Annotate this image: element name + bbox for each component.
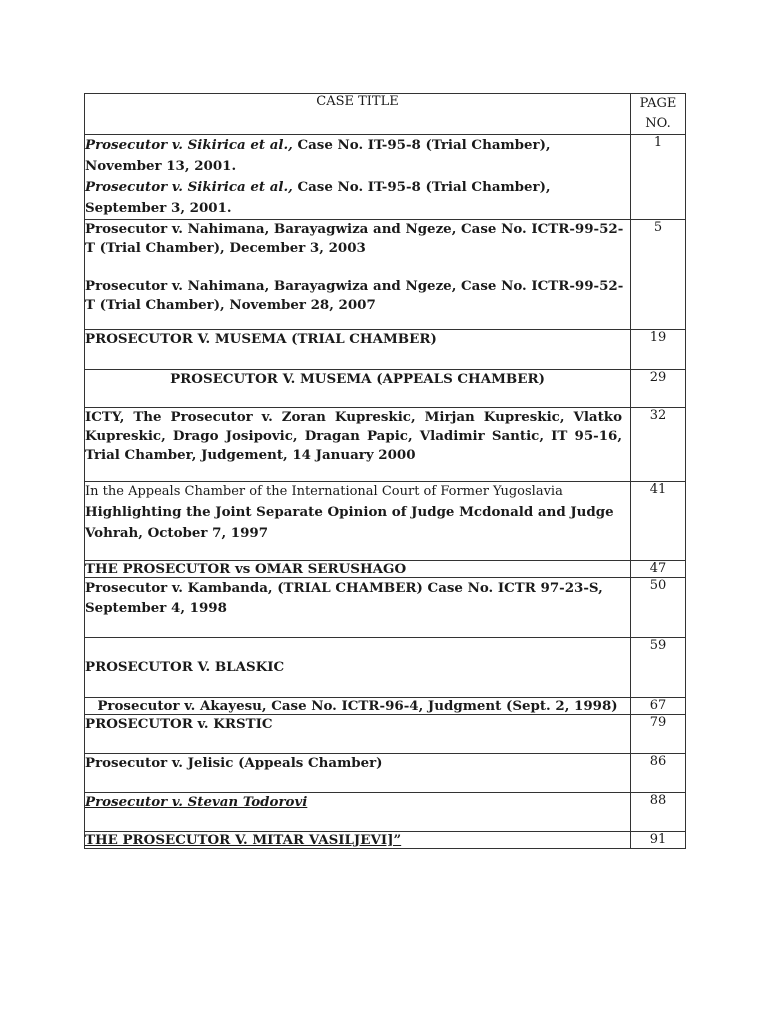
case-title-cell xyxy=(85,220,631,330)
table-row xyxy=(85,408,686,482)
case-title-cell: Prosecutor v. Stevan Todorovi xyxy=(85,793,631,832)
page-number: 50 xyxy=(631,578,686,638)
case-title-cell: ICTY, The Prosecutor v. Zoran Kupreskic, Mirjan Kupreskic, Vlatko Kupreskic, Drago Josipovic, Dragan Papic, Vladimir Santic, IT 95-16, Trial Chamber, Judgement, 14 January 2000 xyxy=(85,408,631,482)
table-row xyxy=(85,135,686,220)
table-row xyxy=(85,698,686,715)
case-paragraph: Prosecutor v. Nahimana, Barayagwiza and Ngeze, Case No. ICTR-99-52-T (Trial Chamber), November 28, 2007 xyxy=(85,278,624,313)
case-title-cell: Prosecutor v. Kambanda, (TRIAL CHAMBER) Case No. ICTR 97-23-S, September 4, 1998 xyxy=(85,578,631,638)
court-line: In the Appeals Chamber of the International Court of Former Yugoslavia xyxy=(85,484,563,499)
page-number: 5 xyxy=(631,220,686,330)
table-row xyxy=(85,220,686,330)
page-number: 47 xyxy=(631,561,686,578)
case-title-cell: Prosecutor v. Jelisic (Appeals Chamber) xyxy=(85,754,631,793)
case-title-cell: THE PROSECUTOR vs OMAR SERUSHAGO xyxy=(85,561,631,578)
case-title-cell: Prosecutor v. Akayesu, Case No. ICTR-96-4, Judgment (Sept. 2, 1998) xyxy=(85,698,631,715)
case-title-cell xyxy=(85,135,631,220)
table-row xyxy=(85,482,686,561)
case-title-cell: PROSECUTOR V. MUSEMA (TRIAL CHAMBER) xyxy=(85,330,631,370)
case-line xyxy=(85,135,630,177)
case-citation: Case No. IT-95-8 (Trial Chamber), September 3, 2001. xyxy=(85,179,551,216)
table-row xyxy=(85,330,686,370)
case-name-italic: Prosecutor v. Sikirica et al., xyxy=(85,137,293,153)
table-row xyxy=(85,638,686,698)
table-row xyxy=(85,561,686,578)
page-number: 19 xyxy=(631,330,686,370)
table-row xyxy=(85,754,686,793)
page-number: 59 xyxy=(631,638,686,698)
page-number: 79 xyxy=(631,715,686,754)
case-citation: Case No. IT-95-8 (Trial Chamber), November 13, 2001. xyxy=(85,137,551,174)
page-number: 86 xyxy=(631,754,686,793)
page-number: 32 xyxy=(631,408,686,482)
page-no-header-line2: NO. xyxy=(645,116,671,131)
page-number: 1 xyxy=(631,135,686,220)
table-row xyxy=(85,793,686,832)
table-row xyxy=(85,832,686,849)
table-header-row xyxy=(85,94,686,135)
opinion-line: Highlighting the Joint Separate Opinion of Judge Mcdonald and Judge Vohrah, October 7, 1997 xyxy=(85,504,614,541)
table-row xyxy=(85,370,686,408)
case-title-header: CASE TITLE xyxy=(85,94,631,135)
case-paragraph: Prosecutor v. Nahimana, Barayagwiza and Ngeze, Case No. ICTR-99-52-T (Trial Chamber), December 3, 2003 xyxy=(85,221,624,256)
case-title-cell: THE PROSECUTOR V. MITAR VASILJEVI]” xyxy=(85,832,631,849)
case-name-italic: Prosecutor v. Sikirica et al., xyxy=(85,179,293,195)
page-number: 41 xyxy=(631,482,686,561)
page-no-header-line1: PAGE xyxy=(639,96,677,111)
page-number: 29 xyxy=(631,370,686,408)
case-title-cell: PROSECUTOR V. MUSEMA (APPEALS CHAMBER) xyxy=(85,370,631,408)
table-row xyxy=(85,715,686,754)
page-no-header xyxy=(631,94,686,135)
page-number: 91 xyxy=(631,832,686,849)
page-number: 67 xyxy=(631,698,686,715)
case-title-cell xyxy=(85,482,631,561)
case-index-table xyxy=(84,93,686,849)
page-number: 88 xyxy=(631,793,686,832)
case-title-cell: PROSECUTOR V. BLASKIC xyxy=(85,638,631,698)
case-line xyxy=(85,177,630,219)
case-title-cell: PROSECUTOR v. KRSTIC xyxy=(85,715,631,754)
table-row xyxy=(85,578,686,638)
